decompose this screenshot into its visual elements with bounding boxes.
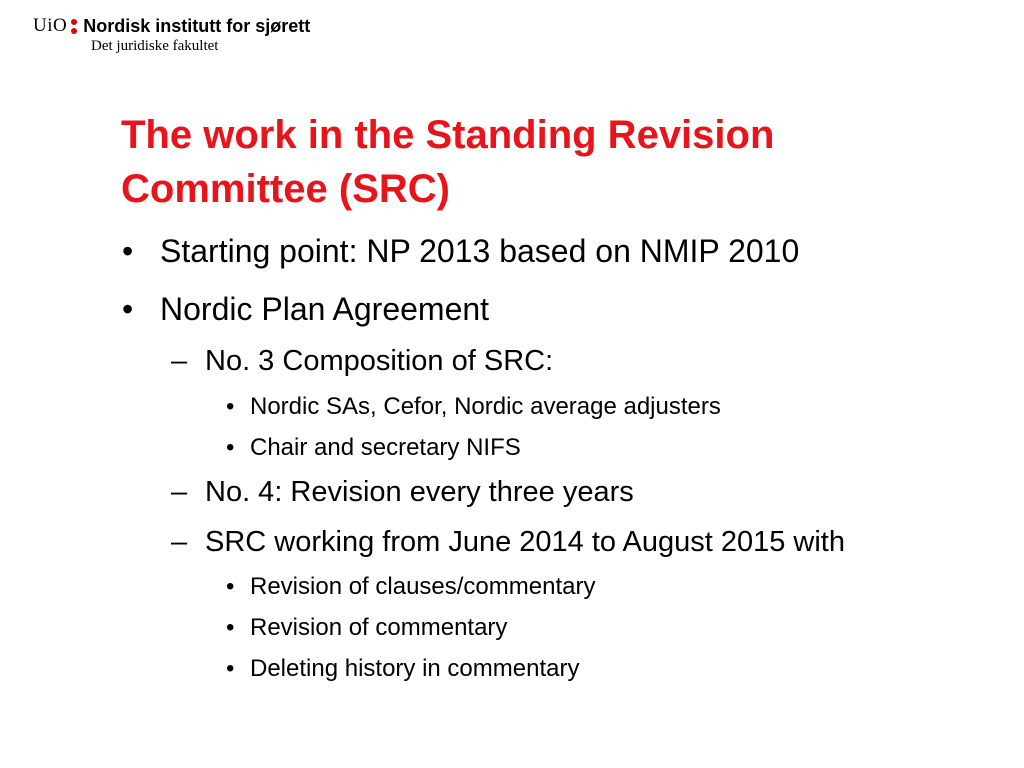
bullet-dash-icon: – bbox=[171, 526, 188, 558]
slide-title: The work in the Standing Revision Committee (SRC) bbox=[121, 113, 775, 211]
bullet-dot-icon: • bbox=[226, 434, 235, 461]
bullet-text: Deleting history in commentary bbox=[250, 655, 580, 682]
bullet-dot-icon: • bbox=[226, 393, 235, 420]
bullet-text: No. 4: Revision every three years bbox=[205, 476, 634, 508]
bullet-dot-icon: • bbox=[122, 291, 134, 327]
bullet-dot-icon: • bbox=[226, 573, 235, 600]
bullet-item bbox=[226, 614, 508, 642]
bullet-item bbox=[122, 291, 490, 328]
bullet-text: Revision of clauses/commentary bbox=[250, 573, 596, 600]
bullet-item bbox=[226, 655, 580, 683]
bullet-text: No. 3 Composition of SRC: bbox=[205, 345, 554, 377]
institute-name: Nordisk institutt for sjørett bbox=[83, 15, 311, 36]
bullet-dash-icon: – bbox=[171, 476, 188, 508]
bullet-dash-icon: – bbox=[171, 345, 188, 377]
bullet-item bbox=[171, 476, 634, 509]
bullet-text: Nordic Plan Agreement bbox=[160, 291, 490, 327]
bullet-item bbox=[171, 345, 554, 378]
bullet-text: Revision of commentary bbox=[250, 614, 508, 641]
bullet-dot-icon: • bbox=[226, 614, 235, 641]
faculty-name: Det juridiske fakultet bbox=[91, 38, 219, 54]
bullet-text: Starting point: NP 2013 based on NMIP 2010 bbox=[160, 233, 800, 269]
bullet-item bbox=[226, 434, 521, 462]
bullet-item bbox=[226, 573, 596, 601]
bullet-text: Nordic SAs, Cefor, Nordic average adjusters bbox=[250, 393, 721, 420]
bullet-dot-icon: • bbox=[122, 233, 134, 269]
bullet-text: Chair and secretary NIFS bbox=[250, 434, 521, 461]
bullet-item bbox=[226, 393, 721, 421]
uio-logo-text: UiO bbox=[33, 15, 68, 36]
bullet-dot-icon: • bbox=[226, 655, 235, 682]
bullet-item bbox=[122, 233, 800, 270]
bullet-text: SRC working from June 2014 to August 2015 with bbox=[205, 526, 845, 558]
bullet-item bbox=[171, 526, 845, 559]
